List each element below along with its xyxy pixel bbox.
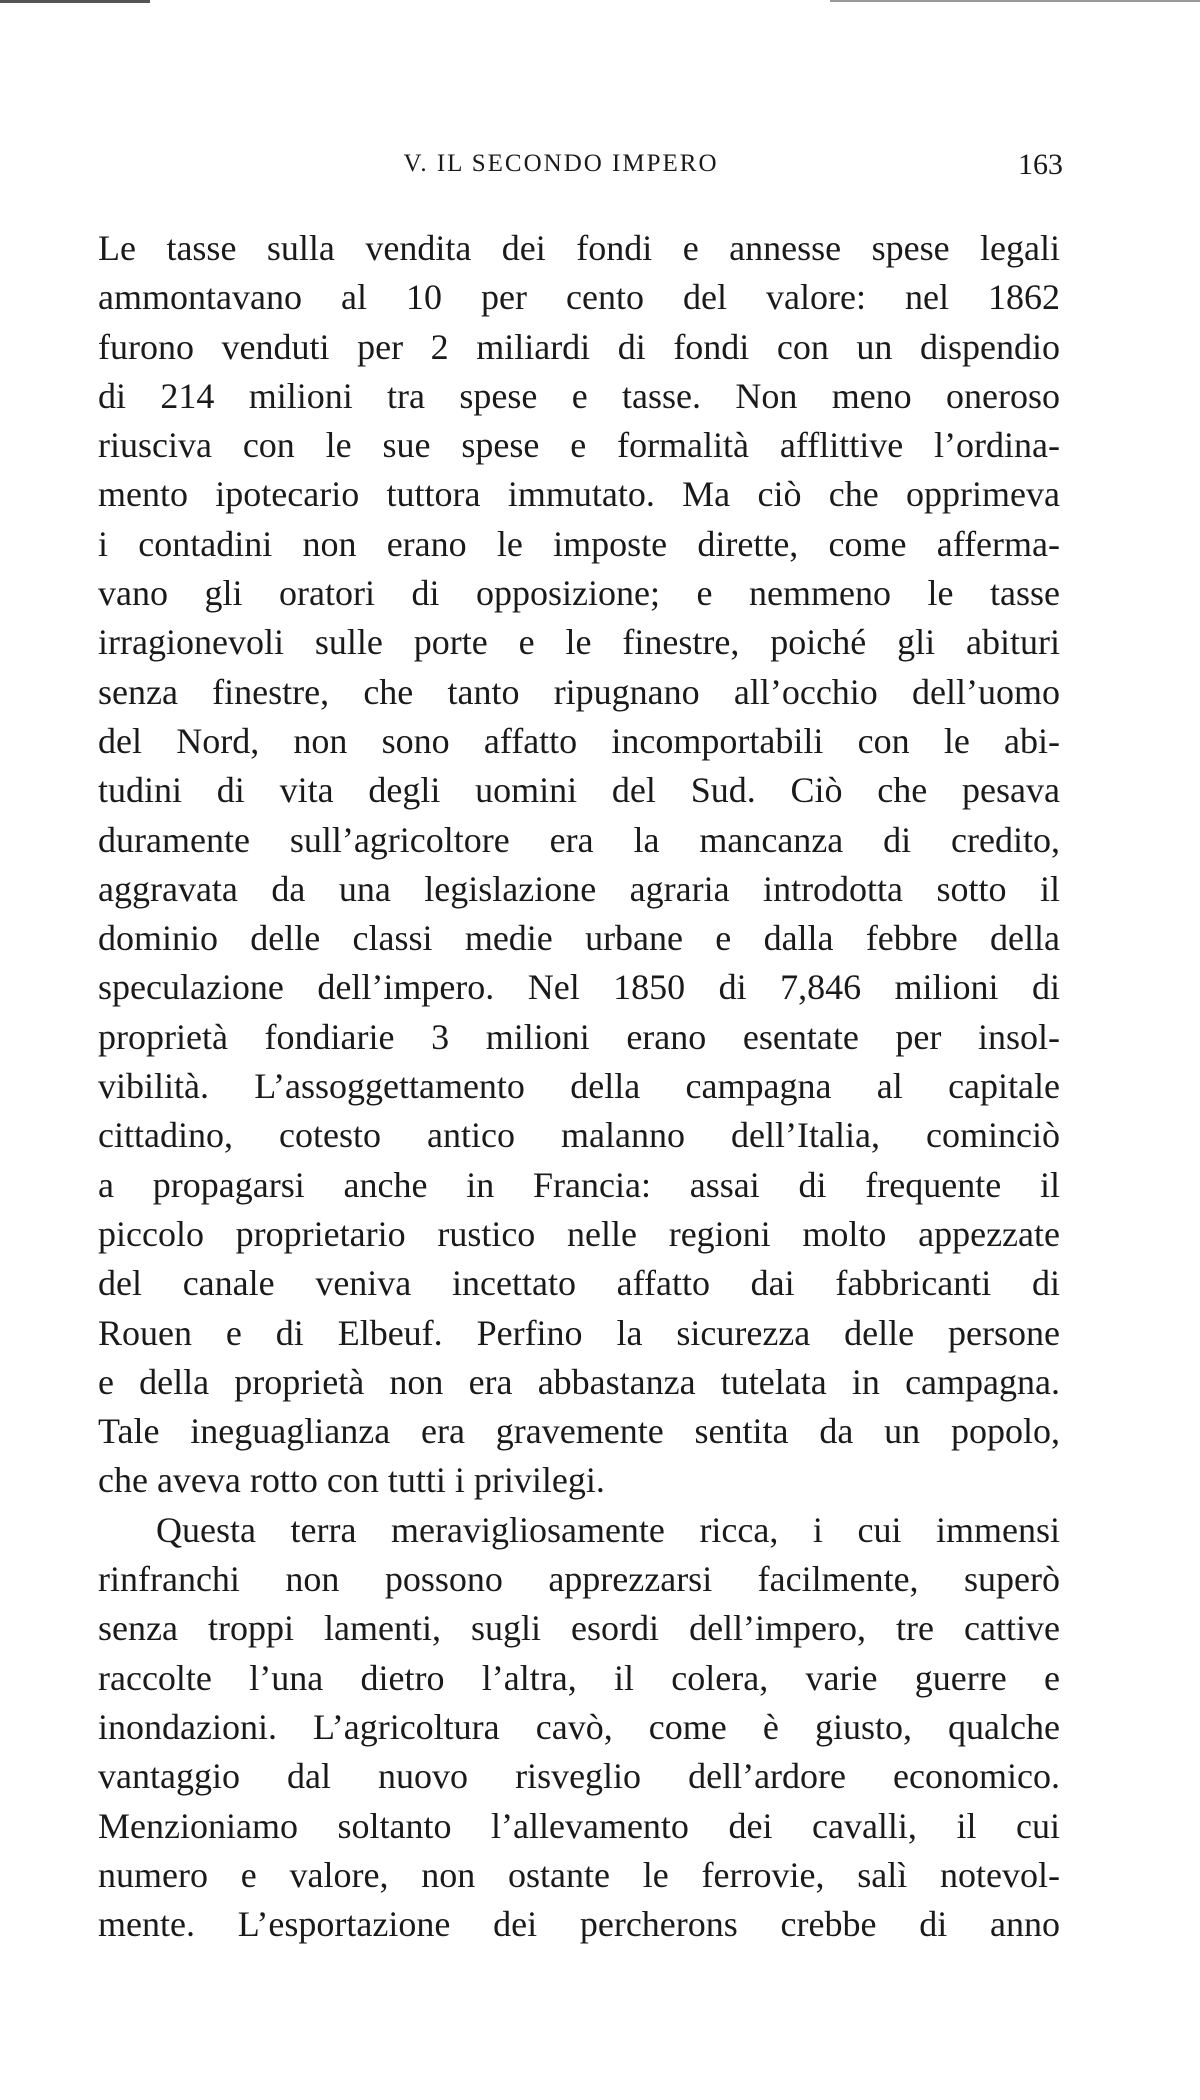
text-line: senza troppi lamenti, sugli esordi dell’impero, tre cattive: [98, 1608, 1060, 1649]
text-line: raccolte l’una dietro l’altra, il colera, varie guerre e: [98, 1657, 1060, 1698]
text-line: del Nord, non sono affatto incomportabili con le abi-: [98, 720, 1060, 761]
text-line: Tale ineguaglianza era gravemente sentita da un popolo,: [98, 1411, 1060, 1452]
text-line: piccolo proprietario rustico nelle regioni molto appezzate: [98, 1213, 1060, 1254]
text-line: riusciva con le sue spese e formalità afflittive l’ordina-: [98, 425, 1060, 466]
text-line: Rouen e di Elbeuf. Perfino la sicurezza delle persone: [98, 1312, 1060, 1353]
text-line: cittadino, cotesto antico malanno dell’Italia, cominciò: [98, 1115, 1060, 1156]
text-line: di 214 milioni tra spese e tasse. Non meno oneroso: [98, 375, 1060, 416]
text-line: tudini di vita degli uomini del Sud. Ciò che pesava: [98, 770, 1060, 811]
text-line: del canale veniva incettato affatto dai fabbricanti di: [98, 1263, 1060, 1304]
text-line: vibilità. L’assoggettamento della campagna al capitale: [98, 1066, 1060, 1107]
body-text: [98, 224, 1060, 1949]
text-line: irragionevoli sulle porte e le finestre, poiché gli abituri: [98, 622, 1060, 663]
text-line: rinfranchi non possono apprezzarsi facilmente, superò: [98, 1559, 1060, 1600]
text-line: a propagarsi anche in Francia: assai di frequente il: [98, 1164, 1060, 1205]
text-line: proprietà fondiarie 3 milioni erano esentate per insol-: [98, 1016, 1060, 1057]
text-line: vantaggio dal nuovo risveglio dell’ardore economico.: [98, 1756, 1060, 1797]
text-line: ammontavano al 10 per cento del valore: nel 1862: [98, 277, 1060, 318]
text-line: i contadini non erano le imposte dirette, come afferma-: [98, 523, 1060, 564]
scan-edge-line: [830, 0, 1200, 2]
text-line: dominio delle classi medie urbane e dalla febbre della: [98, 918, 1060, 959]
text-line: senza finestre, che tanto ripugnano all’occhio dell’uomo: [98, 671, 1060, 712]
text-line: vano gli oratori di opposizione; e nemmeno le tasse: [98, 573, 1060, 614]
text-line: e della proprietà non era abbastanza tutelata in campagna.: [98, 1361, 1060, 1402]
page-number: 163: [1018, 148, 1063, 181]
text-line: Le tasse sulla vendita dei fondi e annesse spese legali: [98, 228, 1060, 268]
chapter-title: V. IL SECONDO IMPERO: [403, 150, 719, 177]
running-head: [0, 150, 1200, 190]
text-line: Questa terra meravigliosamente ricca, i cui immensi: [156, 1509, 1060, 1550]
text-line: Menzioniamo soltanto l’allevamento dei cavalli, il cui: [98, 1805, 1060, 1846]
text-line: speculazione dell’impero. Nel 1850 di 7,846 milioni di: [98, 967, 1060, 1008]
text-line: che aveva rotto con tutti i privilegi.: [98, 1460, 605, 1501]
text-line: aggravata da una legislazione agraria introdotta sotto il: [98, 868, 1060, 909]
paragraph: [98, 1506, 1060, 1950]
text-line: mento ipotecario tuttora immutato. Ma ciò che opprimeva: [98, 474, 1060, 515]
text-line: numero e valore, non ostante le ferrovie, salì notevol-: [98, 1854, 1060, 1895]
text-line: inondazioni. L’agricoltura cavò, come è giusto, qualche: [98, 1706, 1060, 1747]
text-line: duramente sull’agricoltore era la mancanza di credito,: [98, 819, 1060, 860]
text-line: mente. L’esportazione dei percherons crebbe di anno: [98, 1904, 1060, 1945]
scan-edge-mark: [0, 0, 150, 3]
paragraph: [98, 224, 1060, 1506]
text-line: furono venduti per 2 miliardi di fondi con un dispendio: [98, 326, 1060, 367]
